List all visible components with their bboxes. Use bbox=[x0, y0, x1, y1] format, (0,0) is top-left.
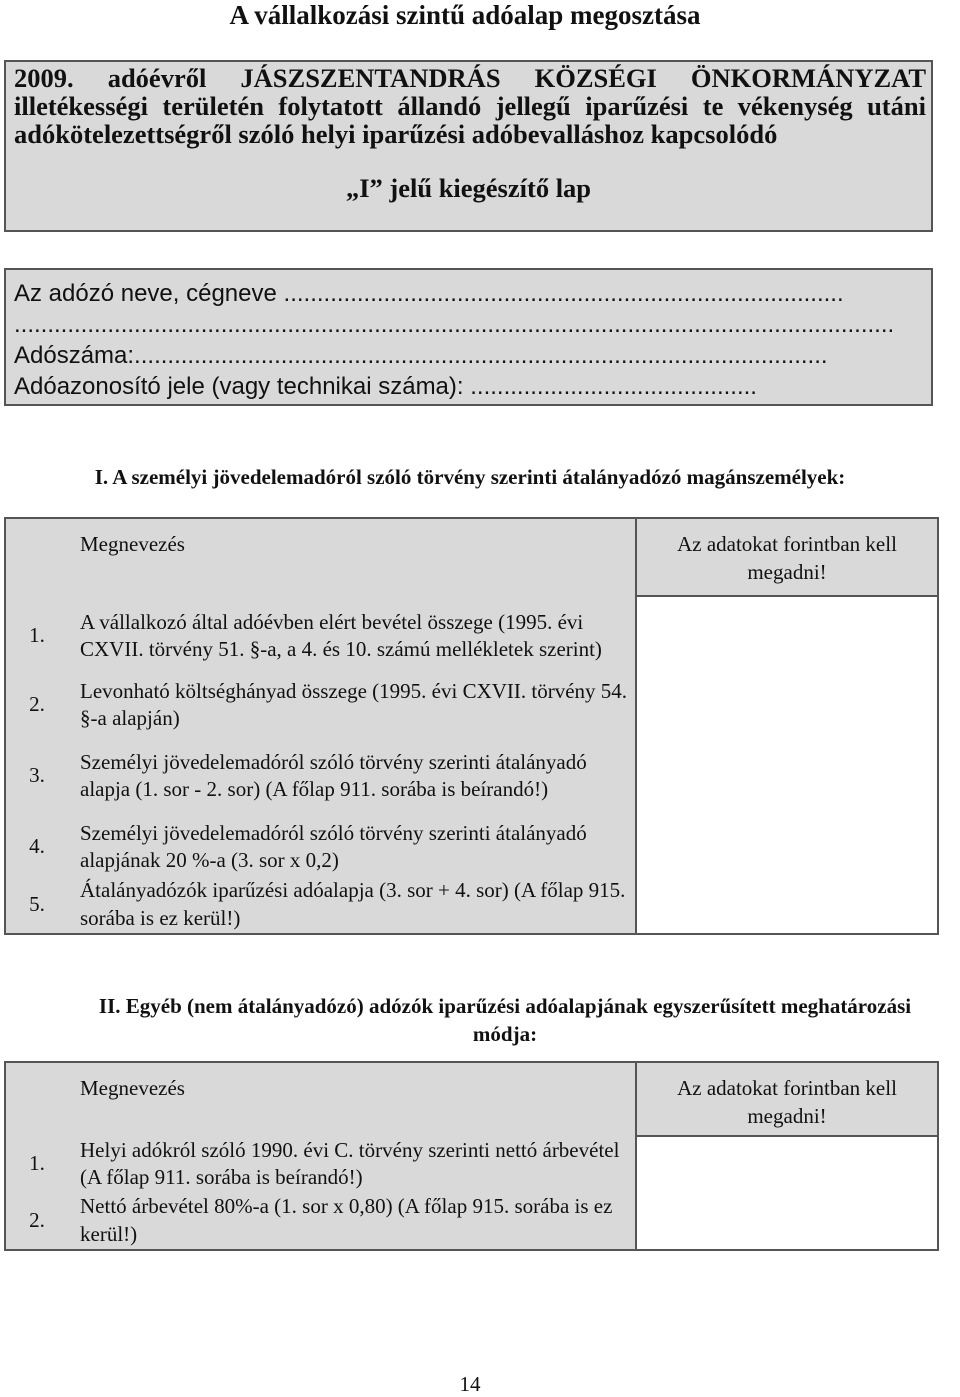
row-number: 1. bbox=[29, 1151, 45, 1176]
table-row bbox=[5, 1136, 938, 1192]
table-header-row bbox=[5, 1062, 938, 1136]
row-number: 5. bbox=[29, 891, 45, 916]
amount-input-cell[interactable] bbox=[636, 876, 938, 934]
table-header-row bbox=[5, 518, 938, 596]
section-1-table bbox=[4, 517, 939, 935]
row-description: Helyi adókról szóló 1990. évi C. törvény szerinti nettó árbevétel (A főlap 911. sorába is beírandó!) bbox=[80, 1137, 620, 1189]
row-number: 2. bbox=[29, 1207, 45, 1232]
row-number: 3. bbox=[29, 763, 45, 788]
table-row bbox=[5, 1192, 938, 1250]
amount-input-cell[interactable] bbox=[636, 734, 938, 818]
table-row bbox=[5, 676, 938, 734]
page-title: A vállalkozási szintű adóalap megosztása bbox=[229, 0, 701, 30]
form-header-subtitle: „I” jelű kiegészítő lap bbox=[345, 173, 592, 203]
page-number: 14 bbox=[459, 1372, 481, 1396]
form-header-text: 2009. adóévről JÁSZSZENTANDRÁS KÖZSÉGI ÖNKORMÁNYZAT illetékességi területén folytatott állandó jellegű iparűzési te vékenység utáni adókötelezettségről szóló helyi iparűzési adóbevalláshoz kapcsolódó bbox=[14, 63, 926, 149]
row-description: Személyi jövedelemadóról szóló törvény szerinti átalányadó alapjának 20 %-a (3. sor x 0,2) bbox=[80, 820, 587, 872]
row-number: 4. bbox=[29, 834, 45, 859]
amount-input-cell[interactable] bbox=[636, 818, 938, 876]
table-row bbox=[5, 818, 938, 876]
column-header-amount: Az adatokat forintban kell megadni! bbox=[636, 1062, 938, 1136]
row-description: Nettó árbevétel 80%-a (1. sor x 0,80) (A főlap 915. sorába is ez kerül!) bbox=[80, 1194, 613, 1246]
tax-id-field[interactable]: Adóazonosító jele (vagy technikai száma): ........................................... bbox=[14, 373, 757, 400]
section-1-heading: I. A személyi jövedelemadóról szóló törvény szerinti átalányadózó magánszemélyek: bbox=[94, 465, 846, 489]
taxpayer-name-field-continuation[interactable]: .................................................................................................................................... bbox=[14, 311, 895, 338]
row-description: Személyi jövedelemadóról szóló törvény szerinti átalányadó alapja (1. sor - 2. sor) (A főlap 911. sorába is beírandó!) bbox=[80, 749, 587, 801]
taxpayer-info-box bbox=[4, 268, 933, 406]
row-description: Átalányadózók iparűzési adóalapja (3. sor + 4. sor) (A főlap 915. sorába is ez kerül!) bbox=[80, 878, 626, 930]
section-2-table bbox=[4, 1061, 939, 1251]
row-description: A vállalkozó által adóévben elért bevétel összege (1995. évi CXVII. törvény 51. §-a, a 4. és 10. számú mellékletek szerint) bbox=[80, 609, 602, 661]
table-row bbox=[5, 596, 938, 676]
row-description: Levonható költséghányad összege (1995. évi CXVII. törvény 54. §-a alapján) bbox=[80, 678, 628, 730]
taxpayer-name-field[interactable]: Az adózó neve, cégneve .................................................................................... bbox=[14, 280, 844, 307]
amount-input-cell[interactable] bbox=[636, 1136, 938, 1192]
column-header-name: Megnevezés bbox=[80, 532, 185, 556]
amount-input-cell[interactable] bbox=[636, 1192, 938, 1250]
form-header-box bbox=[4, 60, 933, 232]
row-number: 2. bbox=[29, 692, 45, 717]
section-2-heading: II. Egyéb (nem átalányadózó) adózók iparűzési adóalapjának egyszerűsített meghatározási módja: bbox=[98, 994, 912, 1046]
table-row bbox=[5, 734, 938, 818]
table-row bbox=[5, 876, 938, 934]
column-header-amount: Az adatokat forintban kell megadni! bbox=[636, 518, 938, 596]
amount-input-cell[interactable] bbox=[636, 596, 938, 676]
column-header-name: Megnevezés bbox=[80, 1076, 185, 1100]
row-number: 1. bbox=[29, 623, 45, 648]
tax-number-field[interactable]: Adószáma:........................................................................................................ bbox=[14, 342, 828, 369]
amount-input-cell[interactable] bbox=[636, 676, 938, 734]
